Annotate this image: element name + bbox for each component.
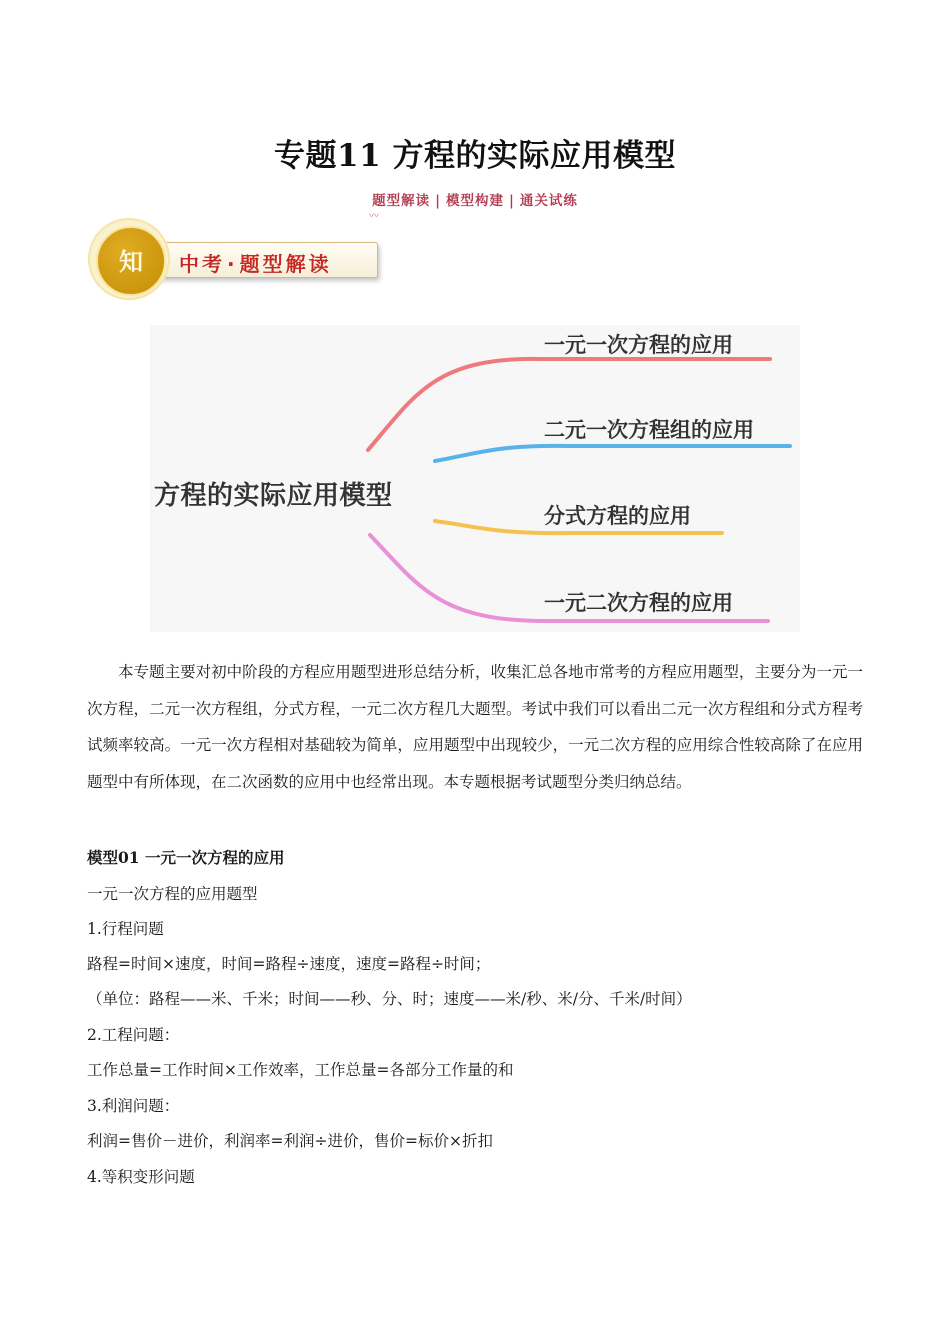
section-banner (88, 218, 388, 300)
banner-ribbon (140, 242, 378, 278)
text-line: 4.等积变形问题 (87, 1168, 195, 1186)
text-line: 工作总量=工作时间×工作效率，工作总量=各部分工作量的和 (87, 1061, 514, 1079)
section-heading-model-01: 模型01 一元一次方程的应用 (87, 848, 285, 867)
page-title: 专题11 方程的实际应用模型 (274, 138, 676, 174)
banner-label-exam: 中考 (179, 252, 225, 276)
subtitle-nav (0, 189, 950, 209)
text-line: （单位：路程——米、千米；时间——秒、分、时；速度——米/秒、米/分、千米/时间） (87, 990, 692, 1008)
text-line: 2.工程问题： (87, 1026, 180, 1044)
mindmap-branch-linear: 一元一次方程的应用 (544, 333, 733, 357)
wave-decoration: 〰 (369, 211, 379, 222)
knowledge-badge-icon (96, 226, 166, 296)
text-line: 利润=售价－进价，利润率=利润÷进价，售价=标价×折扣 (87, 1132, 493, 1150)
mindmap-branch-quadratic: 一元二次方程的应用 (544, 591, 733, 615)
branch-line-2 (435, 446, 790, 461)
subtitle-separator: | (435, 193, 441, 209)
intro-paragraph: 本专题主要对初中阶段的方程应用题型进形总结分析，收集汇总各地市常考的方程应用题型，主要分为一元一次方程，二元一次方程组，分式方程，一元二次方程几大题型。考试中我们可以看出二元一次方程组和分式方程考试频率较高。一元一次方程相对基础较为简单，应用题型中出现较少，一元二次方程的应用综合性较高除了在应用题型中有所体现，在二次函数的应用中也经常出现。本专题根据考试题型分类归纳总结。 (87, 663, 863, 791)
subtitle-item-practice: 通关试练 (519, 193, 578, 209)
badge-text: 知 (119, 248, 143, 276)
text-line: 路程=时间×速度，时间=路程÷速度，速度=路程÷时间； (87, 955, 491, 973)
mindmap-branch-system: 二元一次方程组的应用 (544, 418, 754, 442)
subtitle-item-reading: 题型解读 (372, 193, 431, 209)
subtitle-item-model: 模型构建 (446, 193, 504, 209)
mindmap-center-node: 方程的实际应用模型 (154, 481, 393, 511)
badge-halo (88, 218, 170, 300)
banner-label-reading: 题型解读 (239, 252, 332, 276)
banner-label (179, 248, 332, 277)
text-line: 一元一次方程的应用题型 (87, 885, 258, 903)
text-line: 3.利润问题： (87, 1097, 180, 1115)
banner-dot: · (227, 252, 238, 276)
mindmap-branch-fractional: 分式方程的应用 (544, 504, 691, 528)
subtitle-separator: | (509, 193, 515, 209)
text-line: 1.行程问题 (87, 920, 164, 938)
mindmap-diagram (150, 325, 800, 632)
